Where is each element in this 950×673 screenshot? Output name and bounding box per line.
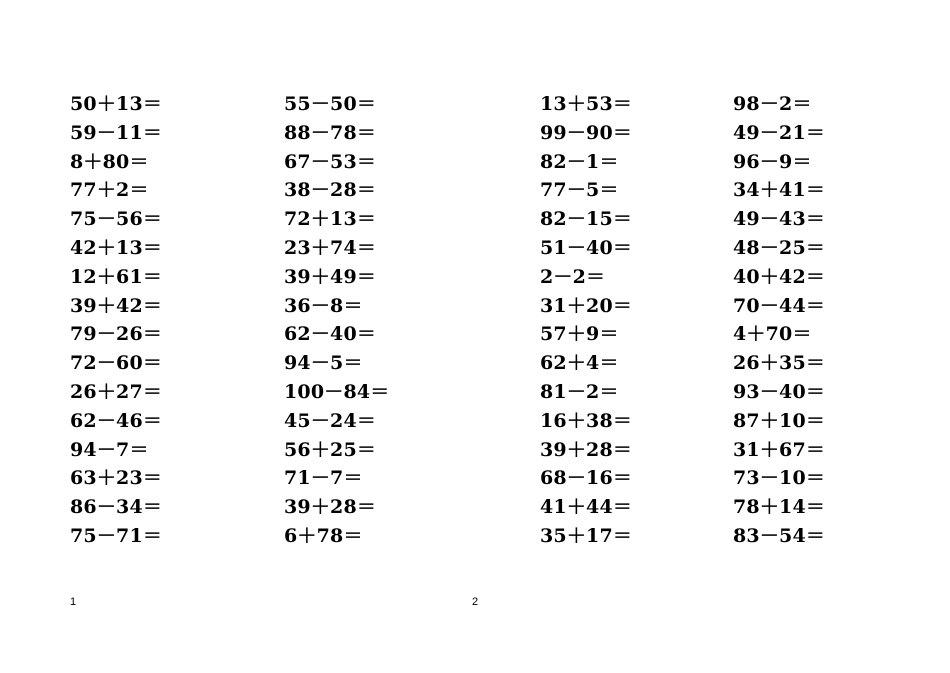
math-problem: 39＋28＝	[540, 438, 633, 461]
problem-column-4	[733, 90, 825, 551]
math-problem: 39＋42＝	[70, 294, 163, 317]
math-problem: 42＋13＝	[70, 236, 163, 259]
math-problem: 40＋42＝	[733, 265, 826, 288]
math-problem: 49－43＝	[733, 208, 826, 231]
math-problem: 62－46＝	[70, 409, 163, 432]
problem-column-1	[70, 90, 162, 551]
math-problem: 88－78＝	[284, 121, 377, 144]
math-problem: 62＋4＝	[540, 352, 619, 375]
math-problem: 55－50＝	[284, 93, 377, 115]
math-problem: 26＋35＝	[733, 352, 826, 375]
math-problem: 79－26＝	[70, 323, 163, 346]
math-problem: 75－56＝	[70, 208, 163, 231]
math-problem: 94－5＝	[284, 352, 363, 375]
math-problem: 77＋2＝	[70, 179, 149, 202]
math-problem: 77－5＝	[540, 179, 619, 202]
math-problem: 34＋41＝	[733, 179, 826, 202]
math-problem: 38－28＝	[284, 179, 377, 202]
math-problem: 13＋53＝	[540, 93, 633, 115]
math-problem: 16＋38＝	[540, 409, 633, 432]
math-problem: 36－8＝	[284, 294, 363, 317]
math-problem: 48－25＝	[733, 236, 826, 259]
page-number-left: 1	[70, 596, 77, 608]
math-problem: 94－7＝	[70, 438, 149, 461]
math-problem: 78＋14＝	[733, 496, 826, 519]
math-problem: 6＋78＝	[284, 524, 363, 547]
page-number-right: 2	[472, 596, 479, 608]
math-problem: 98－2＝	[733, 93, 812, 115]
math-problem: 39＋28＝	[284, 496, 377, 519]
math-problem: 62－40＝	[284, 323, 377, 346]
math-problem: 8＋80＝	[70, 150, 149, 173]
math-problem: 68－16＝	[540, 467, 633, 490]
math-problem: 49－21＝	[733, 121, 826, 144]
math-problem: 59－11＝	[70, 121, 163, 144]
math-problem: 57＋9＝	[540, 323, 619, 346]
math-problem: 63＋23＝	[70, 467, 163, 490]
math-problem: 75－71＝	[70, 524, 163, 547]
math-problem: 4＋70＝	[733, 323, 812, 346]
math-problem: 51－40＝	[540, 236, 633, 259]
math-problem: 12＋61＝	[70, 265, 163, 288]
math-problem: 31＋67＝	[733, 438, 826, 461]
math-problem: 93－40＝	[733, 380, 826, 403]
math-problem: 56＋25＝	[284, 438, 377, 461]
math-problem: 67－53＝	[284, 150, 377, 173]
problem-column-3	[540, 90, 632, 551]
math-problem: 35＋17＝	[540, 524, 633, 547]
math-problem: 45－24＝	[284, 409, 377, 432]
math-problem: 73－10＝	[733, 467, 826, 490]
math-problem: 41＋44＝	[540, 496, 633, 519]
math-problem: 2－2＝	[540, 265, 606, 288]
math-problem: 39＋49＝	[284, 265, 377, 288]
math-problem: 71－7＝	[284, 467, 363, 490]
math-problem: 26＋27＝	[70, 380, 163, 403]
math-problem: 50＋13＝	[70, 93, 163, 115]
math-problem: 86－34＝	[70, 496, 163, 519]
math-problem: 99－90＝	[540, 121, 633, 144]
math-problem: 83－54＝	[733, 524, 826, 547]
math-problem: 82－15＝	[540, 208, 633, 231]
math-problem: 82－1＝	[540, 150, 619, 173]
math-problem: 87＋10＝	[733, 409, 826, 432]
math-problem: 81－2＝	[540, 380, 619, 403]
math-problem: 96－9＝	[733, 150, 812, 173]
math-problem: 72＋13＝	[284, 208, 377, 231]
math-problem: 70－44＝	[733, 294, 826, 317]
math-problem: 100－84＝	[284, 380, 390, 403]
math-problem: 31＋20＝	[540, 294, 633, 317]
math-problem: 72－60＝	[70, 352, 163, 375]
math-problem: 23＋74＝	[284, 236, 377, 259]
problem-column-2	[284, 90, 390, 551]
